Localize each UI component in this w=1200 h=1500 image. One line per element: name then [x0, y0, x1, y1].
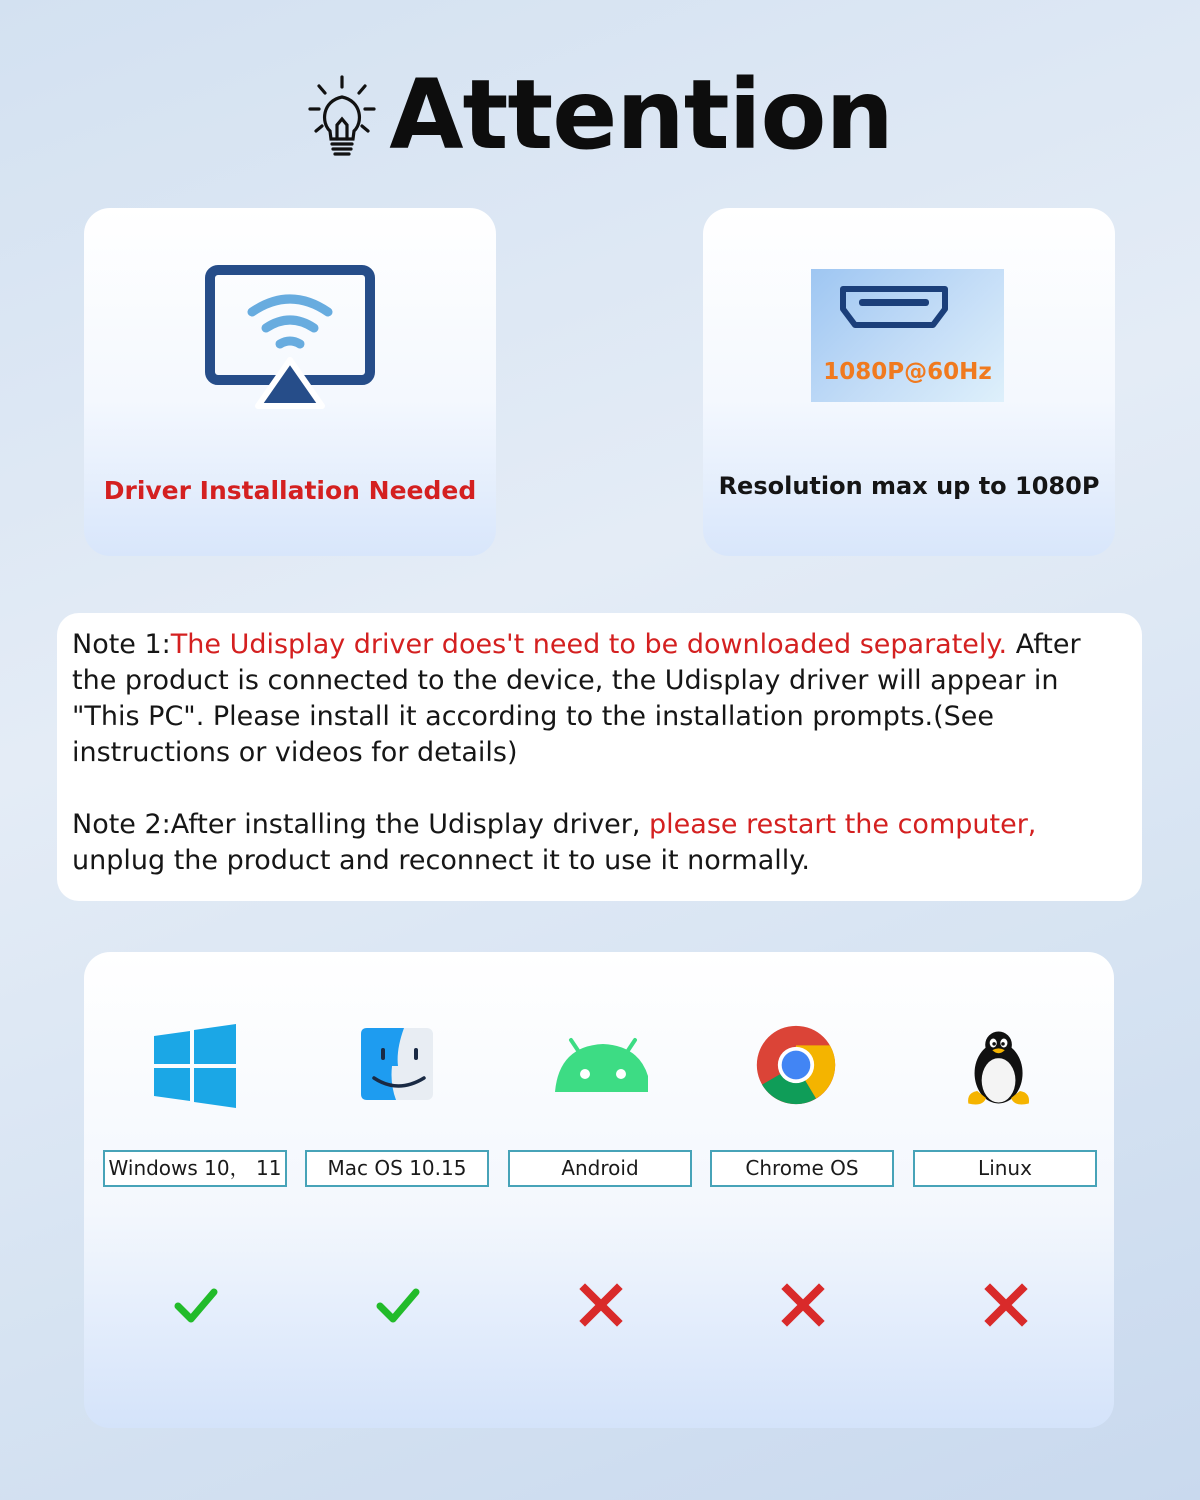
os-label-chrome: Chrome OS	[710, 1150, 894, 1187]
feature-caption-resolution: Resolution max up to 1080P	[718, 472, 1100, 500]
note-2	[72, 807, 1128, 879]
android-icon	[548, 1022, 648, 1112]
macos-finder-icon	[352, 1022, 442, 1112]
os-item-chrome	[710, 952, 894, 1428]
notes-panel	[57, 613, 1142, 901]
note-2-text: unplug the product and reconnect it to use it normally.	[72, 845, 810, 876]
header	[0, 60, 1200, 170]
page-title: Attention	[389, 59, 893, 171]
windows-icon	[150, 1022, 240, 1112]
lightbulb-icon	[307, 73, 377, 163]
os-label-windows: Windows 10， 11	[103, 1150, 287, 1187]
note-1-highlight: The Udisplay driver does't need to be downloaded separately.	[170, 629, 1008, 660]
note-2-prefix: Note 2:After installing the Udisplay driver,	[72, 809, 650, 840]
os-label-linux: Linux	[913, 1150, 1097, 1187]
note-2-highlight: please restart the computer,	[649, 809, 1037, 840]
note-1-prefix: Note 1:	[72, 629, 171, 660]
feature-card-resolution	[703, 208, 1115, 556]
cross-icon	[983, 1282, 1029, 1328]
note-1-text: After the product is connected to the device, the Udisplay driver will appear in "This PC". Please install it according to the installation prompts.(See instructions or videos for details)	[72, 629, 1081, 768]
resolution-badge-text: 1080P@60Hz	[823, 359, 992, 385]
check-icon	[375, 1282, 421, 1328]
os-item-linux	[913, 952, 1097, 1428]
os-item-macos	[305, 952, 489, 1428]
hdmi-badge	[811, 269, 1004, 402]
feature-caption-driver: Driver Installation Needed	[103, 476, 477, 505]
hdmi-port-icon	[839, 283, 949, 335]
check-icon	[173, 1282, 219, 1328]
cross-icon	[780, 1282, 826, 1328]
os-label-android: Android	[508, 1150, 692, 1187]
feature-card-driver	[84, 208, 496, 556]
os-label-macos: Mac OS 10.15	[305, 1150, 489, 1187]
cross-icon	[578, 1282, 624, 1328]
linux-tux-icon	[963, 1022, 1043, 1112]
os-compatibility-card	[84, 952, 1114, 1428]
os-item-android	[508, 952, 692, 1428]
chrome-icon	[753, 1022, 839, 1108]
screen-cast-icon	[204, 264, 376, 412]
os-item-windows	[103, 952, 287, 1428]
note-1	[72, 627, 1128, 771]
